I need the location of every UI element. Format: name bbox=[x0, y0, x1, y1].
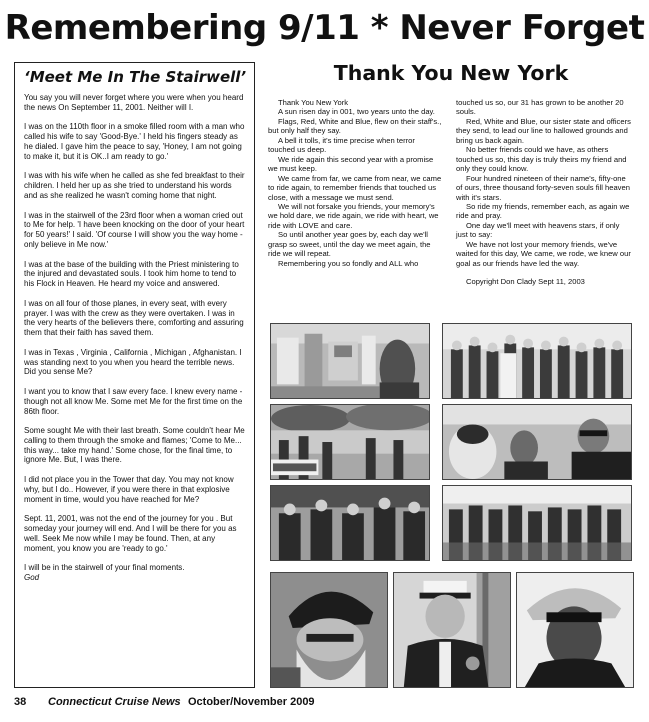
paragraph: I was at the base of the building with the Priest ministering to the injured and devastated souls. I took him home to tend to his Flock in Heaven. He heard my voice and answered. bbox=[24, 259, 239, 289]
poem-line: One day we'll meet with heavens stars, if only just to say: bbox=[456, 220, 620, 240]
paragraph: I did not place you in the Tower that day. You may not know why, but I do.. However, if you were there in that explosive moment in time, would you have reached for Me? bbox=[24, 475, 234, 504]
officers-talking-photo bbox=[442, 404, 632, 480]
memorial-wall-photo bbox=[270, 323, 430, 399]
paragraph: I was on the 110th floor in a smoke filled room with a man who called his wife to say 'Good-Bye.' I held his fingers steady as he dialed. I gave him the peace to say, 'Honey, I am not going to make it, but it is OK..I am ready to go.' bbox=[24, 122, 245, 161]
copyright-line: Copyright Don Clady Sept 11, 2003 bbox=[466, 277, 585, 287]
paragraph: I was on all four of those planes, in every seat, with every prayer. I was with the crew as they were overtaken. I was in the very hearts of the believers there, comforting and assuring them that their faith has saved them. bbox=[24, 298, 244, 338]
poem-line: touched us so, our 31 has grown to be another 20 souls. bbox=[456, 98, 624, 117]
poem-line: A bell it tolls, it's time precise when terror touched us deep. bbox=[268, 135, 415, 155]
poem-line: Flags, Red, White and Blue, flew on their staff's., but only half they say. bbox=[268, 116, 442, 136]
fire-chief-photo bbox=[393, 572, 511, 688]
paragraph: Sept. 11, 2001, was not the end of the journey for you . But someday your journey will end. And I will be there for you as well. Seek Me now while I may be found. Then, at any moment, you know you are 'ready to go.' bbox=[24, 514, 237, 553]
poem-line: Four hundred nineteen of their name's, fifty-one of ours, three thousand forty-seven souls fill heaven with it's stars. bbox=[456, 173, 630, 202]
paragraph: Some sought Me with their last breath. Some couldn't hear Me calling to them through the smoke and flames; 'Come to Me... this way... take my hand.' Some chose, for the final time, to ignore Me. But, I was there. bbox=[24, 426, 245, 465]
signature: God bbox=[24, 573, 40, 583]
poem-line: Remembering you so fondly and ALL who bbox=[278, 258, 419, 268]
thank-you-poem bbox=[268, 98, 634, 314]
poem-line: We have not lost your memory friends, we've waited for this day, We came, we rode, we knew our goal as our friends have led the way. bbox=[456, 239, 631, 268]
police-line-photo bbox=[442, 485, 632, 561]
paragraph-last bbox=[24, 563, 246, 583]
paragraph: I was in Texas , Virginia , California , Michigan , Afghanistan. I was standing next to you when you heard the terrible news. Did you sense Me? bbox=[24, 347, 242, 377]
poem-line: A sun risen day in 001, two years unto the day. bbox=[278, 107, 435, 117]
poem-line: So ride my friends, remember each, as again we ride and pray. bbox=[456, 201, 630, 221]
page-number: 38 bbox=[14, 696, 27, 708]
paragraph: I was in the stairwell of the 23rd floor when a woman cried out to Me for help. 'I have been knocking on the door of your heart for 50 years!' I said. 'Of course I will show you the way home - only believe in Me now.' bbox=[24, 210, 245, 249]
paragraph: I was with his wife when he called as she fed breakfast to their children. I held her up as she tried to understand his words and as she realized he wasn't coming home that night. bbox=[24, 171, 245, 200]
biker-sunglasses-photo bbox=[516, 572, 634, 688]
crowd-photo bbox=[270, 404, 430, 480]
paragraph: You say you will never forget where you were when you heard the news On September 11, 2001. Neither will I. bbox=[24, 93, 244, 112]
paragraph-text: I will be in the stairwell of your final moments. bbox=[24, 563, 185, 573]
poem-line: Thank You New York bbox=[278, 98, 349, 107]
stairwell-article bbox=[14, 62, 255, 688]
stairwell-title: ‘Meet Me In The Stairwell’ bbox=[24, 68, 247, 86]
thank-you-title: Thank You New York bbox=[333, 61, 569, 85]
riders-group-photo bbox=[270, 485, 430, 561]
poem-line: We came from far, we came from near, we came to ride again, to remember friends that touched us close, with a message we must send. bbox=[268, 173, 442, 202]
poem-line: No better friends could we have, as others touched us so, this day is truly theirs my friend and only they could know. bbox=[456, 145, 627, 174]
poem-line: We ride again this second year with a promise we must keep. bbox=[268, 154, 434, 174]
publication-name: Connecticut Cruise News bbox=[48, 696, 181, 708]
poem-line: We will not forsake you friends, your memory's we hold dare, we ride again, we ride with heart, we ride with LOVE and care. bbox=[268, 201, 439, 230]
group-photo-officers bbox=[442, 323, 632, 399]
poem-column-1 bbox=[268, 98, 443, 268]
stairwell-body bbox=[24, 93, 246, 583]
page-headline: Remembering 9/11 * Never Forget bbox=[4, 8, 645, 48]
issue-date: October/November 2009 bbox=[188, 696, 315, 708]
page-footer bbox=[14, 694, 634, 710]
poem-line: Red, White and Blue, our sister state and officers they send, to lead our line to hallowed grounds and bring us back again. bbox=[456, 116, 631, 145]
biker-bandana-photo bbox=[270, 572, 388, 688]
paragraph: I want you to know that I saw every face. I knew every name - though not all know Me. Some met Me for the first time on the 86th floor. bbox=[24, 386, 243, 416]
poem-line: So until another year goes by, each day we'll grasp so sweet, until the day we meet again, the ride we will repeat. bbox=[268, 230, 431, 259]
poem-column-2 bbox=[456, 98, 631, 287]
